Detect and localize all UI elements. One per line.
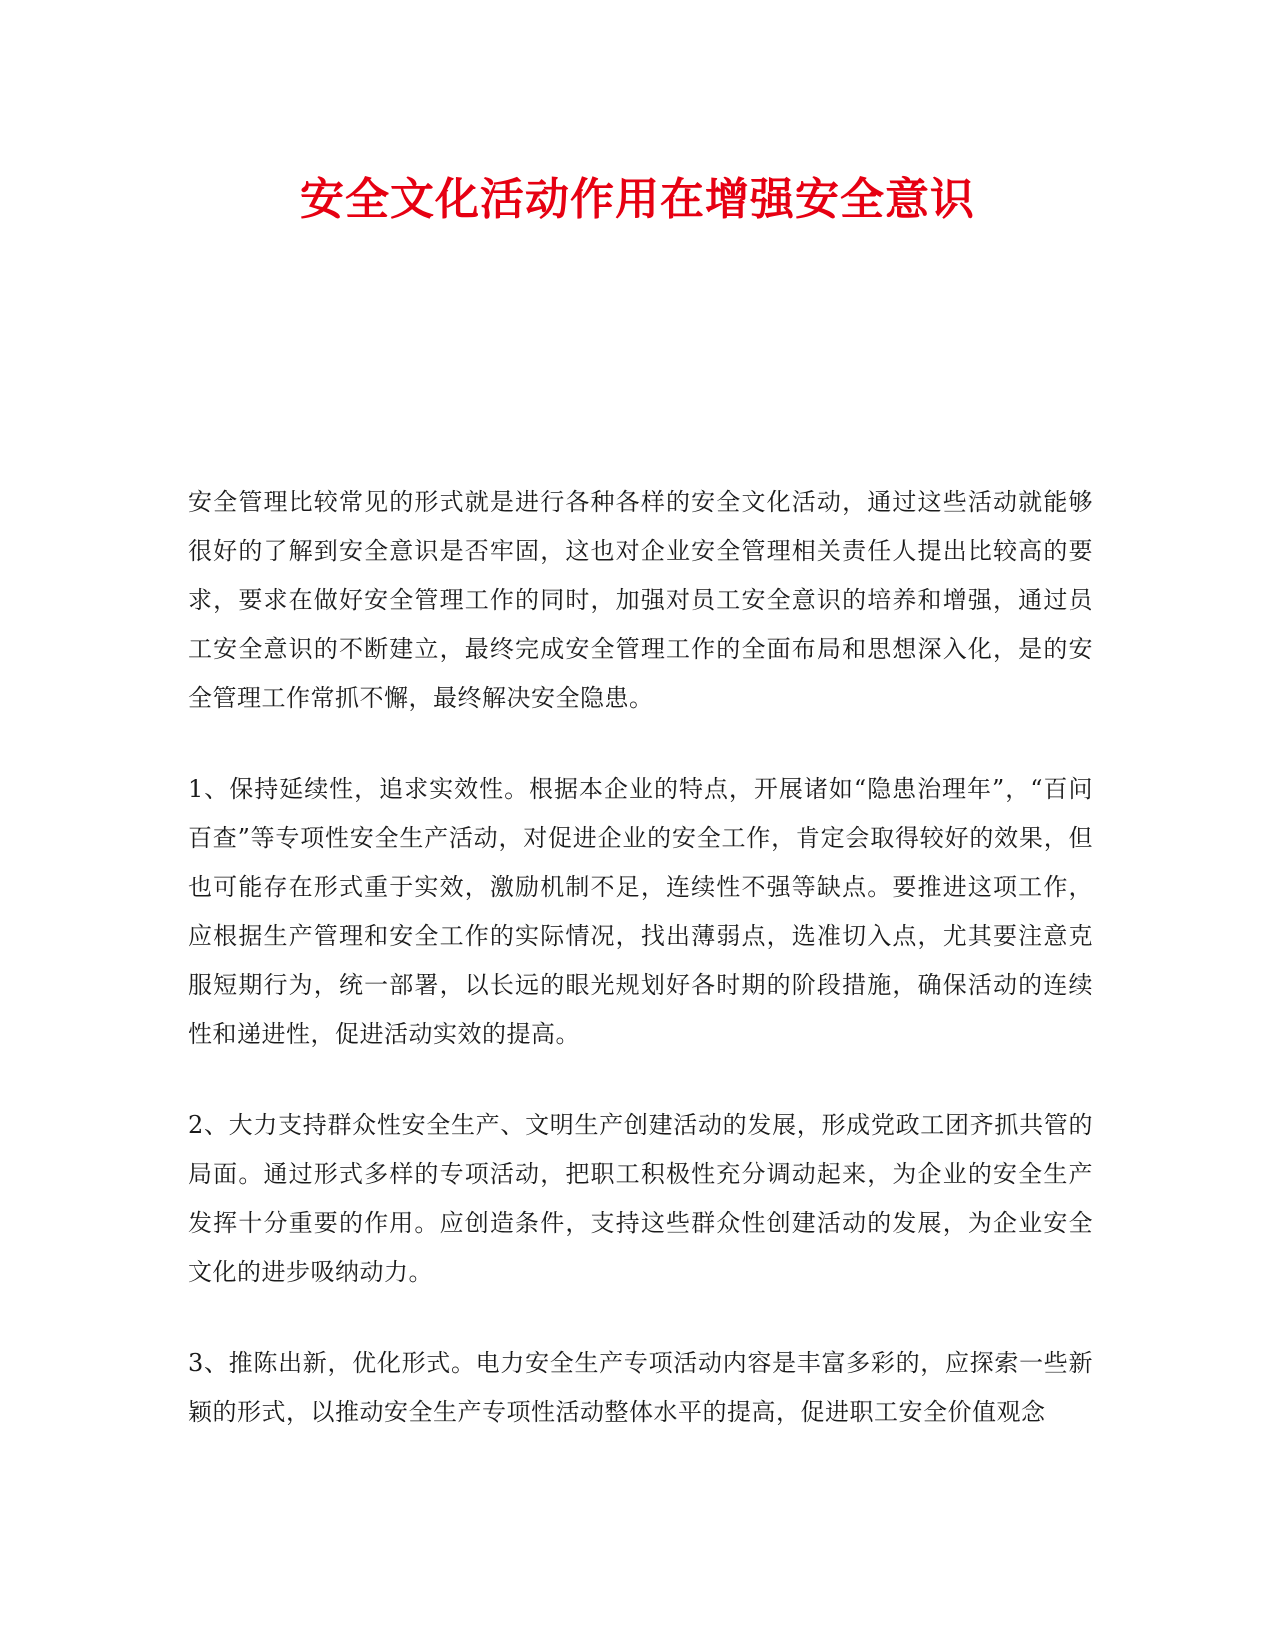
paragraph-intro: 安全管理比较常见的形式就是进行各种各样的安全文化活动，通过这些活动就能够很好的了解到安全意识是否牢固，这也对企业安全管理相关责任人提出比较高的要求，要求在做好安全管理工作的同时，加强对员工安全意识的培养和增强，通过员工安全意识的不断建立，最终完成安全管理工作的全面布局和思想深入化，是的安全管理工作常抓不懈，最终解决安全隐患。 xyxy=(188,488,1093,712)
document-body xyxy=(188,478,1093,1479)
paragraph-item-1: 1、保持延续性，追求实效性。根据本企业的特点，开展诸如“隐患治理年”，“百问百查”等专项性安全生产活动，对促进企业的安全工作，肯定会取得较好的效果，但也可能存在形式重于实效，激励机制不足，连续性不强等缺点。要推进这项工作，应根据生产管理和安全工作的实际情况，找出薄弱点，选准切入点，尤其要注意克服短期行为，统一部署，以长远的眼光规划好各时期的阶段措施，确保活动的连续性和递进性，促进活动实效的提高。 xyxy=(188,775,1093,1048)
paragraph-item-3: 3、推陈出新，优化形式。电力安全生产专项活动内容是丰富多彩的，应探索一些新颖的形式，以推动安全生产专项性活动整体水平的提高，促进职工安全价值观念 xyxy=(188,1349,1093,1426)
document-title: 安全文化活动作用在增强安全意识 xyxy=(300,174,975,225)
paragraph-item-2: 2、大力支持群众性安全生产、文明生产创建活动的发展，形成党政工团齐抓共管的局面。通过形式多样的专项活动，把职工积极性充分调动起来，为企业的安全生产发挥十分重要的作用。应创造条件，支持这些群众性创建活动的发展，为企业安全文化的进步吸纳动力。 xyxy=(188,1111,1093,1286)
